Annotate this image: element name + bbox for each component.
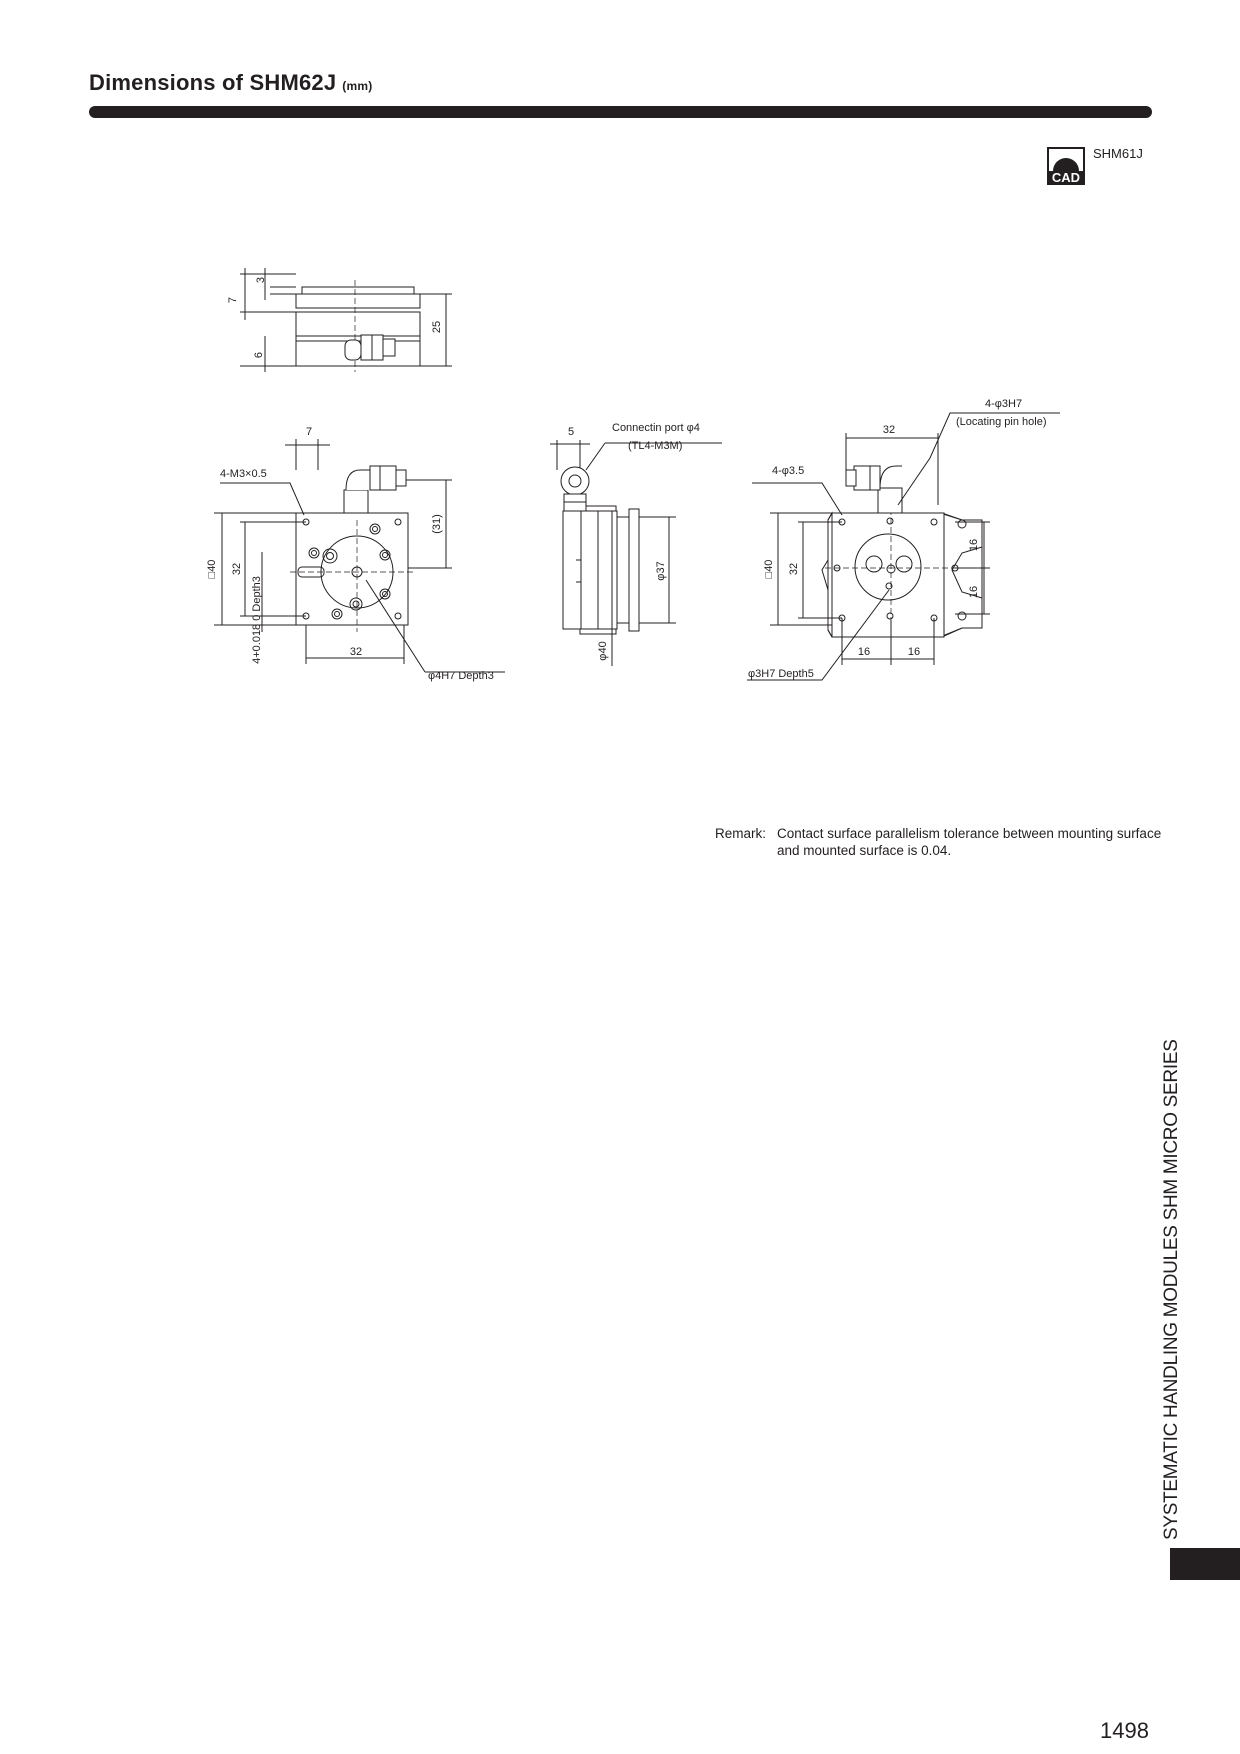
center-hole-callout: φ3H7 Depth5 (748, 668, 814, 680)
cad-badge-label: CAD (1051, 170, 1081, 185)
front-view (550, 440, 722, 666)
side-view (240, 268, 452, 372)
dim-label: 32 (231, 562, 243, 576)
locating-note: (Locating pin hole) (956, 416, 1047, 428)
bottom-view (747, 413, 1060, 680)
dim-label: 5 (567, 426, 575, 438)
dim-label: 32 (788, 562, 800, 576)
center-hole-callout: φ4H7 Depth3 (428, 670, 494, 682)
dim-label: 16 (968, 585, 980, 599)
port-fitting: (TL4-M3M) (628, 440, 683, 452)
dim-label: 32 (349, 646, 363, 658)
dim-label: φ37 (655, 561, 667, 581)
thread-callout: 4-M3×0.5 (220, 468, 267, 480)
remark-label: Remark: (715, 826, 767, 841)
dim-label: 25 (431, 320, 443, 334)
title-text: Dimensions of SHM62J (89, 70, 337, 95)
dim-label: □40 (763, 559, 775, 579)
side-tab-marker (1170, 1548, 1240, 1580)
remark-text: Contact surface parallelism tolerance between mounting surface and mounted surface is 0.04. (777, 826, 1162, 858)
dim-label: φ40 (597, 641, 609, 661)
title-unit: (mm) (342, 79, 373, 93)
dim-label: 3 (255, 276, 267, 284)
dim-label: 7 (305, 426, 313, 438)
dim-label: 32 (882, 424, 896, 436)
dim-label: 16 (968, 538, 980, 552)
dim-label: 16 (857, 646, 871, 658)
hole-callout: 4-φ3.5 (772, 465, 805, 477)
side-tab-label: SYSTEMATIC HANDLING MODULES SHM MICRO SERIES (1161, 1039, 1182, 1540)
dim-label: 6 (253, 351, 265, 359)
dim-label: □40 (206, 559, 218, 579)
dim-label: (31) (431, 514, 443, 534)
dim-label: 16 (907, 646, 921, 658)
cad-model-ref[interactable]: SHM61J (1093, 146, 1143, 161)
locating-callout: 4-φ3H7 (985, 398, 1023, 410)
pin-hole-tolerance: 4+0.018 0 Depth3 (251, 576, 263, 664)
port-callout: Connectin port φ4 (612, 422, 700, 434)
dimension-drawing (0, 0, 1240, 720)
page-number: 1498 (1100, 1718, 1149, 1743)
dim-label: 7 (227, 296, 239, 304)
